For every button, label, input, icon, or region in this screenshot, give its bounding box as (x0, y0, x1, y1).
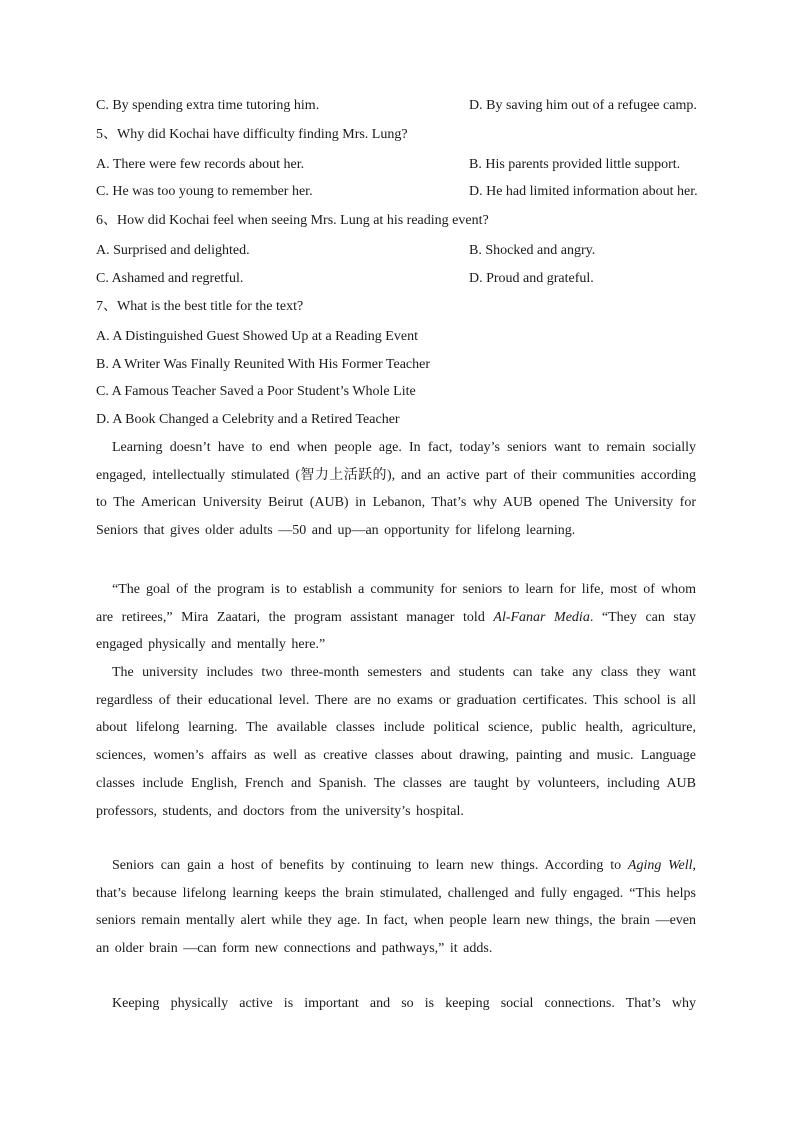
q7-option-d[interactable]: D. A Book Changed a Celebrity and a Retired Teacher (96, 412, 400, 427)
q6-options-row-1 (96, 242, 596, 260)
q6-option-b[interactable]: B. Shocked and angry. (469, 243, 596, 258)
paragraph-4-text-a: Seniors can gain a host of benefits by continuing to learn new things. According to (112, 858, 628, 873)
q4-option-c[interactable]: C. By spending extra time tutoring him. (96, 98, 320, 113)
passage-paragraph-5: Keeping physically active is important and so is keeping social connections. That’s why (112, 996, 696, 1011)
paragraph-2-text-a: “The goal of the program is to establish a community for seniors to learn for life, most of whom are retirees,” Mira Zaatari, the program assistant manager told (96, 582, 696, 625)
source-aging-well: Aging Well (627, 858, 693, 873)
q5-option-b[interactable]: B. His parents provided little support. (469, 157, 681, 172)
source-al-fanar-media: Al-Fanar Media (493, 609, 590, 625)
passage-paragraph-2 (96, 576, 696, 659)
q4-options-row (96, 97, 697, 115)
q6-option-d[interactable]: D. Proud and grateful. (469, 271, 594, 286)
passage-paragraph-3: The university includes two three-month semesters and students can take any class they want regardless of their educational level. There are no exams or graduation certificates. This school is all about lifelong learning. The available classes include political science, public health, agriculture, sciences, women’s affairs as well as creative classes about drawing, painting and music. Language classes include English, French and Spanish. The classes are taught by volunteers, including AUB professors, students, and doctors from the university’s hospital. (96, 665, 696, 819)
paragraph-4-text-b: , that’s because lifelong learning keeps the brain stimulated, challenged and fully engaged. “This helps seniors remain mentally alert while they age. In fact, when people learn new things, the brain —even an older brain —can form new connections and pathways,” it adds. (96, 858, 697, 957)
q7-option-c[interactable]: C. A Famous Teacher Saved a Poor Student’s Whole Lite (96, 384, 416, 399)
passage-paragraph-1: Learning doesn’t have to end when people age. In fact, today’s seniors want to remain socially engaged, intellectually stimulated (智力上活跃的), and an active part of their communities according to The American University Beirut (AUB) in Lebanon, That’s why AUB opened The University for Seniors that gives older adults —50 and up—an opportunity for lifelong learning. (96, 440, 696, 539)
passage-paragraph-4 (96, 852, 696, 963)
q5-stem: 5、Why did Kochai have difficulty finding Mrs. Lung? (96, 127, 408, 142)
q5-option-a[interactable]: A. There were few records about her. (96, 157, 305, 172)
q7-stem: 7、What is the best title for the text? (96, 299, 304, 314)
q5-options-row-1 (96, 156, 681, 174)
q6-option-a[interactable]: A. Surprised and delighted. (96, 243, 250, 258)
q5-option-c[interactable]: C. He was too young to remember her. (96, 184, 313, 199)
q7-option-b[interactable]: B. A Writer Was Finally Reunited With His Former Teacher (96, 357, 431, 372)
q5-options-row-2 (96, 183, 698, 201)
q6-option-c[interactable]: C. Ashamed and regretful. (96, 271, 244, 286)
q6-stem: 6、How did Kochai feel when seeing Mrs. Lung at his reading event? (96, 213, 489, 228)
paragraph-2-text-b: . “They can stay engaged physically and mentally here.” (96, 609, 696, 653)
q6-options-row-2 (96, 270, 594, 288)
q4-option-d[interactable]: D. By saving him out of a refugee camp. (469, 98, 697, 113)
q5-option-d[interactable]: D. He had limited information about her. (469, 184, 698, 199)
q7-option-a[interactable]: A. A Distinguished Guest Showed Up at a Reading Event (96, 329, 418, 344)
